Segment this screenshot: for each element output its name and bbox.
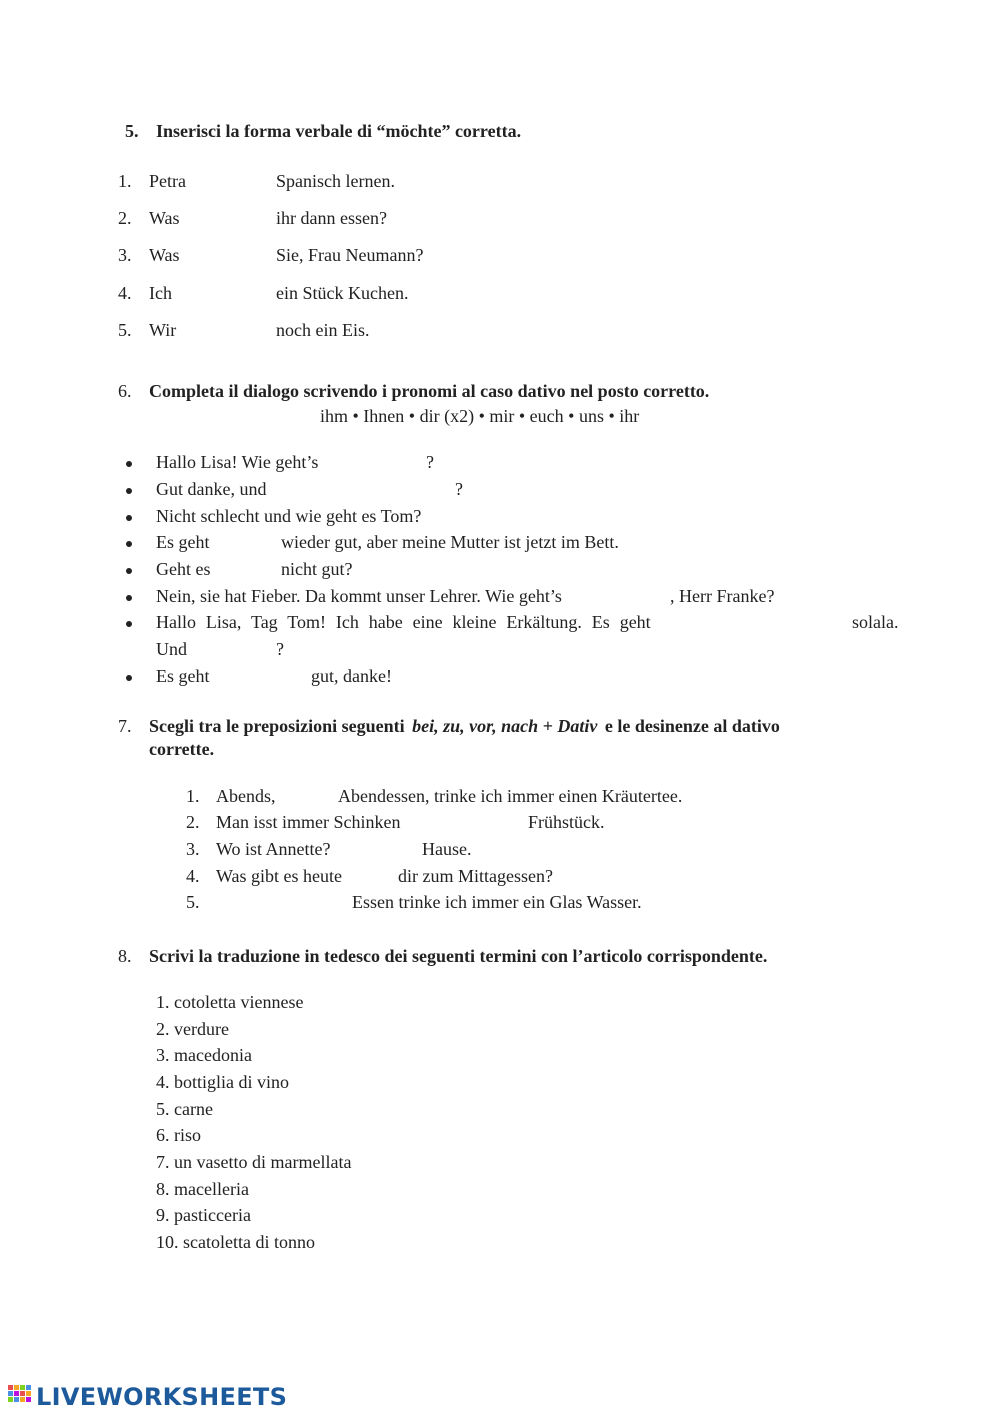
dialog-line: gut, danke! <box>311 666 392 686</box>
dialog-line: Es geht <box>156 532 210 552</box>
ex5-item-rest: noch ein Eis. <box>276 320 370 340</box>
dialog-line: wieder gut, aber meine Mutter ist jetzt im Bett. <box>281 532 619 552</box>
ex6-answer-blank[interactable] <box>220 664 305 687</box>
dialog-line: Es geht <box>156 666 210 686</box>
ex8-list-item: 5. carne <box>156 1099 213 1119</box>
ex8-heading: Scrivi la traduzione in tedesco dei seguenti termini con l’articolo corrispondente. <box>149 946 768 966</box>
ex7-item-number: 1. <box>186 786 200 806</box>
dialog-line: Hallo Lisa, Tag Tom! Ich habe eine kleine Erkältung. Es geht <box>156 612 651 632</box>
ex7-item-text: Frühstück. <box>528 812 605 832</box>
ex5-answer-blank[interactable] <box>198 318 268 341</box>
ex5-item-rest: ihr dann essen? <box>276 208 387 228</box>
logo-text: LIVEWORKSHEETS <box>36 1383 288 1411</box>
bullet-icon <box>126 595 132 601</box>
ex5-item-subject: Ich <box>149 283 172 303</box>
ex6-answer-blank[interactable] <box>715 610 845 633</box>
ex8-list-item: 2. verdure <box>156 1019 229 1039</box>
ex5-item-rest: Spanisch lernen. <box>276 171 395 191</box>
dialog-line: Geht es <box>156 559 211 579</box>
ex7-item-text: Abendessen, trinke ich immer einen Kräutertee. <box>338 786 683 806</box>
ex7-item-number: 2. <box>186 812 200 832</box>
ex6-answer-blank[interactable] <box>616 584 666 607</box>
ex5-item-subject: Was <box>149 245 180 265</box>
ex6-word-bank: ihm • Ihnen • dir (x2) • mir • euch • uns • ihr <box>320 406 640 426</box>
ex7-item-text: Man isst immer Schinken <box>216 812 401 832</box>
ex7-answer-blank[interactable] <box>352 837 416 860</box>
ex7-heading-part: Scegli tra le preposizioni seguenti <box>149 716 405 736</box>
dialog-line: , Herr Franke? <box>670 586 775 606</box>
ex7-item-text: dir zum Mittagessen? <box>398 866 553 886</box>
dialog-line: Und <box>156 639 187 659</box>
bullet-icon <box>126 461 132 467</box>
ex7-item-number: 5. <box>186 892 200 912</box>
ex8-list-item: 10. scatoletta di tonno <box>156 1232 315 1252</box>
ex7-item-text: Hause. <box>422 839 472 859</box>
ex7-number: 7. <box>118 716 132 736</box>
ex7-heading <box>149 717 780 735</box>
dialog-line: Hallo Lisa! Wie geht’s <box>156 452 319 472</box>
ex7-item-number: 3. <box>186 839 200 859</box>
bullet-icon <box>126 568 132 574</box>
ex5-item-rest: ein Stück Kuchen. <box>276 283 409 303</box>
dialog-line: solala. <box>852 612 899 632</box>
ex8-list-item: 8. macelleria <box>156 1179 249 1199</box>
ex5-answer-blank[interactable] <box>198 281 268 304</box>
ex5-item-number: 4. <box>118 283 132 303</box>
ex5-item-subject: Was <box>149 208 180 228</box>
bullet-icon <box>126 488 132 494</box>
ex7-item-number: 4. <box>186 866 200 886</box>
ex5-answer-blank[interactable] <box>198 243 268 266</box>
ex5-answer-blank[interactable] <box>198 206 268 229</box>
ex7-item-text: Wo ist Annette? <box>216 839 331 859</box>
ex8-list-item: 6. riso <box>156 1125 201 1145</box>
ex5-answer-blank[interactable] <box>198 169 268 192</box>
dialog-line: nicht gut? <box>281 559 353 579</box>
ex6-answer-blank[interactable] <box>220 557 275 580</box>
ex7-answer-blank[interactable] <box>288 784 332 807</box>
bullet-icon <box>126 515 132 521</box>
ex5-number: 5. <box>125 121 139 141</box>
dialog-line: Nicht schlecht und wie geht es Tom? <box>156 506 422 526</box>
dialog-line: Nein, sie hat Fieber. Da kommt unser Lehrer. Wie geht’s <box>156 586 562 606</box>
ex7-item-text: Was gibt es heute <box>216 866 343 886</box>
ex8-list-item: 7. un vasetto di marmellata <box>156 1152 352 1172</box>
ex6-heading: Completa il dialogo scrivendo i pronomi al caso dativo nel posto corretto. <box>149 381 710 401</box>
ex5-item-number: 5. <box>118 320 132 340</box>
bullet-icon <box>126 675 132 681</box>
ex8-number: 8. <box>118 946 132 966</box>
ex6-answer-blank[interactable] <box>195 637 270 660</box>
ex8-list-item: 4. bottiglia di vino <box>156 1072 289 1092</box>
ex7-item-text: Essen trinke ich immer ein Glas Wasser. <box>352 892 642 912</box>
ex7-answer-blank[interactable] <box>362 864 392 887</box>
ex7-answer-blank[interactable] <box>216 890 344 913</box>
ex5-item-number: 2. <box>118 208 132 228</box>
bullet-icon <box>126 541 132 547</box>
dialog-line: ? <box>455 479 463 499</box>
ex7-item-text: Abends, <box>216 786 276 806</box>
dialog-line: Gut danke, und <box>156 479 267 499</box>
ex8-list-item: 1. cotoletta viennese <box>156 992 304 1012</box>
ex6-number: 6. <box>118 381 132 401</box>
ex7-heading-cont: corrette. <box>149 739 215 759</box>
ex8-list-item: 3. macedonia <box>156 1045 252 1065</box>
dialog-line: ? <box>276 639 284 659</box>
dialog-line: ? <box>426 452 434 472</box>
bullet-icon <box>126 621 132 627</box>
ex7-heading-prepositions: bei, zu, vor, nach + Dativ <box>412 716 598 736</box>
ex7-answer-blank[interactable] <box>428 810 522 833</box>
ex7-heading-part: e le desinenze al dativo <box>604 716 780 736</box>
ex5-item-subject: Wir <box>149 320 177 340</box>
ex6-answer-blank[interactable] <box>350 450 418 473</box>
ex6-answer-blank[interactable] <box>220 530 275 553</box>
ex5-item-number: 3. <box>118 245 132 265</box>
ex5-item-number: 1. <box>118 171 132 191</box>
ex5-heading: Inserisci la forma verbale di “möchte” corretta. <box>156 121 522 141</box>
ex8-list-item: 9. pasticceria <box>156 1205 251 1225</box>
ex5-item-subject: Petra <box>149 171 186 191</box>
ex6-answer-blank[interactable] <box>288 477 448 500</box>
ex5-item-rest: Sie, Frau Neumann? <box>276 245 424 265</box>
